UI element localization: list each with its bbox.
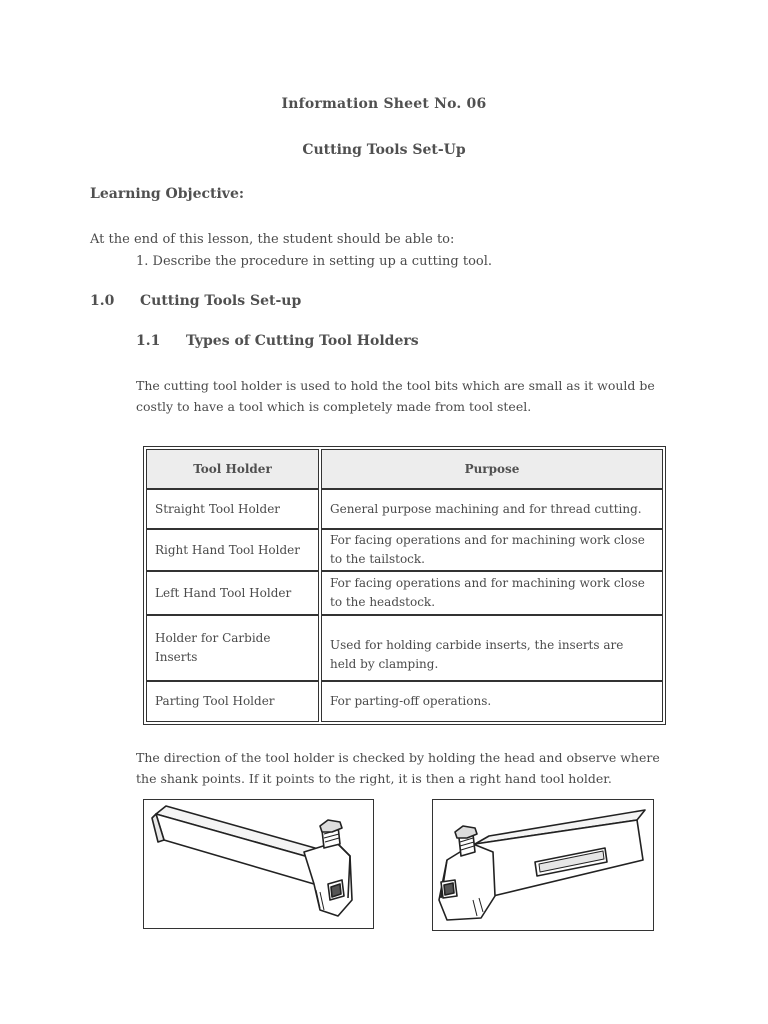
right-hand-tool-holder-figure [432,799,654,931]
sheet-title: Information Sheet No. 06 [281,96,487,112]
table-cell-holder: Left Hand Tool Holder [146,571,319,615]
tool-holder-paragraph [136,375,681,417]
cell-line: to the tailstock. [330,552,425,566]
subsection-number: 1.1 [136,333,161,349]
cell-line: For facing operations and for machining work close [330,533,645,547]
table-cell-holder: Right Hand Tool Holder [146,529,319,571]
section-number: 1.0 [90,293,115,309]
subsection-heading: Types of Cutting Tool Holders [186,333,419,349]
section-heading: Cutting Tools Set-up [140,293,302,309]
table-cell-holder: Parting Tool Holder [146,681,319,722]
left-hand-tool-holder-drawing-icon [144,800,373,928]
table-cell-holder [146,615,319,681]
table-cell-purpose [321,529,663,571]
direction-paragraph [136,747,681,789]
table-header-purpose: Purpose [321,449,663,489]
objective-intro: At the end of this lesson, the student should be able to: [90,232,455,247]
cell-line: Used for holding carbide inserts, the inserts are [330,638,624,652]
page-title: Cutting Tools Set-Up [302,142,466,158]
objective-list-item: 1. Describe the procedure in setting up a cutting tool. [136,254,493,269]
table-cell-purpose [321,489,663,529]
paragraph-line: the shank points. If it points to the right, it is then a right hand tool holder. [136,771,612,786]
table-header-holder: Tool Holder [146,449,319,489]
cell-line: For facing operations and for machining work close [330,576,645,590]
paragraph-line: The direction of the tool holder is checked by holding the head and observe where [136,750,660,765]
cell-line: held by clamping. [330,657,439,671]
table-cell-purpose [321,571,663,615]
table-cell-holder: Straight Tool Holder [146,489,319,529]
table-cell-purpose [321,615,663,681]
cell-line: General purpose machining and for thread cutting. [330,501,642,516]
cell-line: Inserts [155,650,198,664]
cell-line: For parting-off operations. [330,694,492,708]
paragraph-line: The cutting tool holder is used to hold the tool bits which are small as it would be [136,378,655,393]
tool-holder-table [143,446,666,725]
paragraph-line: costly to have a tool which is completely made from tool steel. [136,399,532,414]
objective-heading: Learning Objective: [90,186,245,202]
cell-line: to the headstock. [330,595,436,609]
table-cell-purpose [321,681,663,722]
cell-line: Holder for Carbide [155,631,271,645]
right-hand-tool-holder-drawing-icon [433,800,653,930]
left-hand-tool-holder-figure [143,799,374,929]
